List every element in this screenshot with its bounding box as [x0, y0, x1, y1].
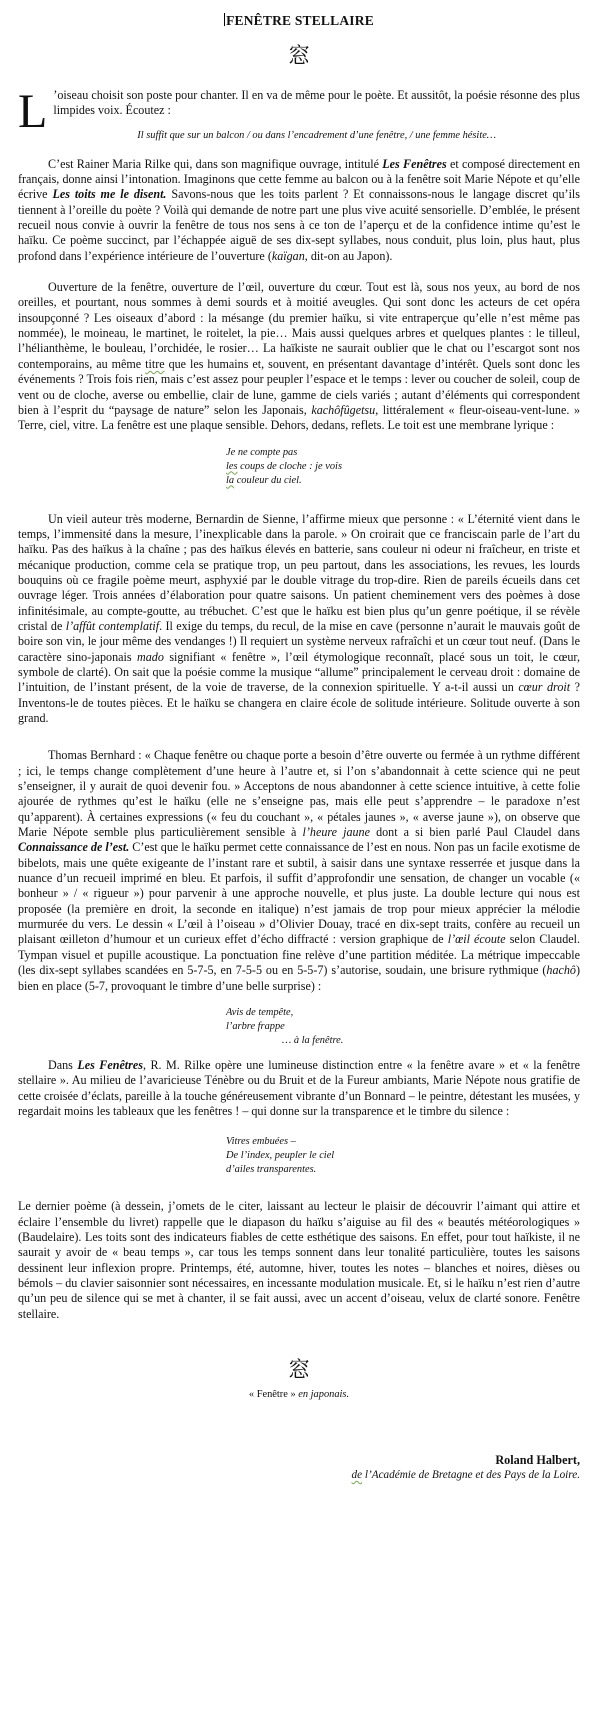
haiku-2-line-1: Avis de tempête,	[226, 1006, 294, 1018]
phrase-loeil-ecoute: l’œil écoute	[447, 932, 506, 947]
p4-text-a: Thomas Bernhard : « Chaque fenêtre ou chaque porte a besoin d’être ouverte ou fermée à un rythme différent ; ici, le temps change complètement d’une heure à l’autre et, si l’on s’abandonnait à cette science qui ne peut s’enseigner, il y aurait de quoi devenir fou. » Acceptons de nous abandonner à cette science intuitive, à cette folie ajourée de rythmes qu’est le haïku (elle ne s’enseigne pas, mais elle peut s’apprendre – le paradoxe n’est qu’apparent). À certaines expressions (« feu du couchant », « pétales jaunes », « averse jaune »), on observe que Marie Népote semble plus particulièrement sensible à	[18, 748, 580, 840]
p3-text-c: . Il exige du temps, du recul, de la mise en cave (personne n’aurait le mauvais goût de boire son vin, le jour même des vendanges !) Il requiert un système nerveux rafraîchi et un cœur tout neuf. (Dans le caractère sino-japonais	[18, 618, 580, 664]
author-affiliation	[18, 1468, 580, 1483]
p2-text-c: que les humains et, souvent, en présentant davantage d’intérêt. Quels sont donc les événements ? Trois fois rien, mais c’est assez pour peupler l’espace et le temps : lever ou coucher de soleil, coup de vent ou de cloche, averse ou embellie, clair de lune, gamme de ciels variés ; autant d’éléments qui correspondent bien à l’esprit du “paysage de nature” selon les Japonais,	[18, 356, 581, 417]
p1-text-a: C’est Rainer Maria Rilke qui, dans son magnifique ouvrage, intitulé	[48, 156, 383, 171]
p1-text-c: et composé directement en français, donne ainsi l’intonation. Imaginons que cette femme au balcon ou à la fenêtre soit Marie Népote et qu’elle écrive	[18, 156, 580, 202]
kanji-caption	[18, 1388, 580, 1402]
spellcheck-word-les: les	[226, 460, 238, 472]
haiku-1-line-3-rest: couleur du ciel.	[234, 474, 302, 486]
phrase-laffut-contemplatif: l’affût contemplatif	[65, 618, 160, 633]
intro-text: ’oiseau choisit son poste pour chanter. Il en va de même pour le poète. Et aussitôt, la poésie résonne des plus limpides voix. Écoutez :	[53, 88, 580, 118]
page-title	[18, 12, 580, 30]
haiku-3-line-1: Vitres embuées –	[226, 1136, 296, 1148]
page-title-text: FENÊTRE STELLAIRE	[226, 13, 374, 28]
author-name: Roland Halbert,	[495, 1452, 580, 1467]
author-signature	[18, 1452, 580, 1483]
p1-text-g: , dit-on au Japon).	[304, 248, 393, 263]
spellcheck-word-la: la	[226, 474, 235, 486]
haiku-2-line-2: l’arbre frappe	[226, 1020, 285, 1032]
word-kachofugetsu: kachôfûgetsu	[311, 402, 376, 417]
paragraph-1	[18, 157, 580, 264]
word-kaigan: kaïgan	[271, 248, 305, 263]
book-title-les-fenetres: Les Fenêtres	[382, 156, 447, 171]
p5-text-a: Dans	[48, 1057, 78, 1072]
author-affiliation-rest: l’Académie de Bretagne et des Pays de la Loire.	[362, 1468, 580, 1481]
p2-text-e: , littéralement « fleur-oiseau-vent-lune. » Terre, ciel, vitre. La fenêtre est une plaque sensible. Dehors, dedans, reflets. Le toit est une membrane lyrique :	[18, 402, 580, 433]
drop-cap-letter: L	[18, 85, 48, 138]
haiku-3	[18, 1135, 580, 1177]
book-title-les-toits: Les toits me le disent.	[52, 187, 167, 202]
p5-text-c: , R. M. Rilke opère une lumineuse distinction entre « la fenêtre avare » et « la fenêtre stellaire ». Au milieu de l’avaricieuse Ténèbre ou du Bruit et de la Fureur ambiants, Marie Népote nous gratifie de cette croisée d’éclats, pareille à la touche généreusement vibrante d’un Bonnard – le peintre, détestant les musées, y regardait moins les tableaux que les fenêtres ! – qui donne sur la transparence et le timbre du silence :	[18, 1057, 580, 1118]
book-title-les-fenetres-2: Les Fenêtres	[77, 1057, 143, 1072]
document-page	[18, 8, 580, 1483]
p1-text-e: Savons-nous que les toits parlent ? Et connaissons-nous le langage discret qu’ils tiennent à l’oreille du poète ? Voilà qui demande de notre part une plus vive acuité sensorielle. D’emblée, le présent recueil nous convie à ouvrir la fenêtre de tous nos sens à ce ton de l’aperçu et de la confidence intime qu’est le haïku. Ce poème succinct, par l’échappée aiguë de ses dix-sept syllabes, nous conduit, plus loin, plus haut, plus profond dans l’expérience intérieure de l’ouverture (	[18, 187, 581, 263]
haiku-1	[18, 446, 580, 488]
kanji-caption-word: « Fenêtre »	[248, 1388, 296, 1400]
haiku-3-line-3: d’ailes transparentes.	[226, 1164, 317, 1176]
kanji-caption-rest: en japonais.	[295, 1388, 350, 1400]
p4-text-e: C’est que le haïku permet cette connaissance de l’est en nous. Non pas un facile exotisme de bibelots, mais une quête exigeante de l’instant rare et subtil, à saisir dans une syntaxe resserrée et jusque dans la nuance d’un recueil imprimé en bleu. Et parfois, il suffit d’approfondir une sensation, de changer un vocable (« bonheur » / « rigueur ») pour parvenir à une approche nouvelle, et plus juste. La double lecture qui nous est proposée (la première en droit, la seconde en italique) n’est jamais de trop pour mieux apprécier la mélodie murmurée du vers. Le dessin « L’œil à l’oiseau » d’Olivier Douay, tracé en dix-sept traits, confère au recueil un plaisant œilleton d’humour et un curieux effet d’écho diffracté : version graphique de	[18, 840, 580, 947]
haiku-3-line-2: De l’index, peupler le ciel	[226, 1150, 335, 1162]
haiku-1-line-3	[226, 474, 580, 488]
spellcheck-word-de: de	[351, 1468, 363, 1481]
haiku-2-line-3: … à la fenêtre.	[282, 1034, 344, 1046]
paragraph-5	[18, 1058, 580, 1119]
word-mado: mado	[137, 649, 164, 664]
paragraph-4	[18, 748, 580, 994]
paragraph-3	[18, 512, 580, 727]
text-cursor	[224, 13, 225, 26]
p3-text-e: signifiant « fenêtre », l’œil étymologique reconnaît, placé sous un toit, le cœur, symbole de clarté). On sait que la poésie comme la musique “allume” principalement le cerveau droit : domaine de l’intuition, de l’instant présent, de la voie de traverse, de la connexion spirituelle. Y a-t-il aussi un	[18, 649, 580, 695]
kanji-window-symbol: 窓	[287, 44, 310, 69]
phrase-lheure-jaune: l’heure jaune	[302, 825, 370, 840]
rilke-quote: Il suffit que sur un balcon / ou dans l’encadrement d’une fenêtre, / une femme hésite…	[137, 129, 497, 141]
book-title-connaissance-de-lest: Connaissance de l’est.	[18, 840, 130, 855]
haiku-1-line-2	[226, 460, 580, 474]
p4-text-c: dont a si bien parlé Paul Claudel dans	[369, 825, 580, 840]
phrase-coeur-droit: cœur droit	[518, 680, 571, 695]
haiku-2	[18, 1006, 580, 1048]
p2-text-a: Ouverture de la fenêtre, ouverture de l’œil, ouverture du cœur. Tout est là, sous nos yeux, au bord de nos oreilles, et pourtant, nous sommes à demi sourds et à moitié aveugles. Qui sont donc les acteurs de cet opéra insoupçonné ? Les oiseaux d’abord : la mésange (du premier haïku, si vite entraperçue qu’elle n’est même pas nommée), le moineau, le martinet, le roitelet, la pie… Mais aussi quelques arbres et quelques plantes : le tilleul, l’hélianthème, le bouleau, l’orchidée, le rosier… La haïkiste ne saurait oublier que le chat ou l’escargot sont nos contemporains, au même	[18, 280, 580, 371]
paragraph-6: Le dernier poème (à dessein, j’omets de le citer, laissant au lecteur le plaisir de découvrir l’aimant qui attire et éclaire l’ensemble du livret) rappelle que le diapason du haïku s’aiguise au fil des « beautés météorologiques » (Baudelaire). Les toits sont des indicateurs fiables de cette esthétique des saisons. En effet, pour tout haïkiste, il ne saurait y avoir de « beau temps », car tous les temps sonnent dans leur tonalité particulière, toutes les saisons dessinent leur inflexion propre. Printemps, été, automne, hiver, toutes les notes – blanches et noires, dièses ou bémols – du clavier saisonnier sont nécessaires, en incessante modulation musicale. Et, si le haïku n’est rien d’autre qu’un peu de silence qui se met à chanter, il se fait aussi, avec un accent d’oiseau, velux de clarté sonore. Fenêtre stellaire.	[18, 1199, 580, 1321]
kanji-window-symbol-footer: 窓	[287, 1357, 310, 1383]
haiku-1-line-1: Je ne compte pas	[226, 446, 298, 458]
p3-text-g: ? Inventons-le de toutes pièces. Et le haïku se changera en claire école de solitude intérieure. Solitude ouverte à son grand.	[18, 680, 580, 725]
paragraph-2	[18, 280, 580, 433]
p4-text-g: selon Claudel. Tympan visuel et pupille acoustique. La ponctuation fine relève d’une partition méditée. La métrique impeccable (les dix-sept syllabes scandées en 5-7-5, en 7-5-5 ou en 5-5-7) s’autorise, soudain, une brisure rythmique (	[18, 932, 580, 978]
word-hacho: hachô	[546, 963, 576, 978]
p3-text-a: Un vieil auteur très moderne, Bernardin de Sienne, l’affirme mieux que personne : « L’éternité vient dans le temps, l’immensité dans la mesure, l’inexplicable dans la parole. » On croirait que ce franciscain parle de l’art du haïku. Pas des haïkus à la chaîne ; pas des haïkus élevés en batterie, sans couleur ni odeur ni fraîcheur, en triste et mécanique production, comme cela se pratique trop, un peu partout, dans les associations, les revues, les lourds bouquins où ce fragile poème meurt, asphyxié par le double vitrage du trop-dire. Rien de pareils écueils dans cet ouvrage léger. Trois années d’élaboration pour quatre saisons. Un patient cheminement vers des poèmes à dose infinitésimale, au compte-goutte, au trébuchet. C’est que le haïku est bien plus qu’un genre poétique, il se révèle cristal de	[18, 511, 580, 633]
haiku-1-line-2-rest: coups de cloche : je vois	[237, 460, 342, 472]
p4-text-i: ) bien en place (5-7, provoquant le timbre d’une belle surprise) :	[18, 963, 580, 993]
spellcheck-word-titre: titre	[145, 356, 165, 371]
